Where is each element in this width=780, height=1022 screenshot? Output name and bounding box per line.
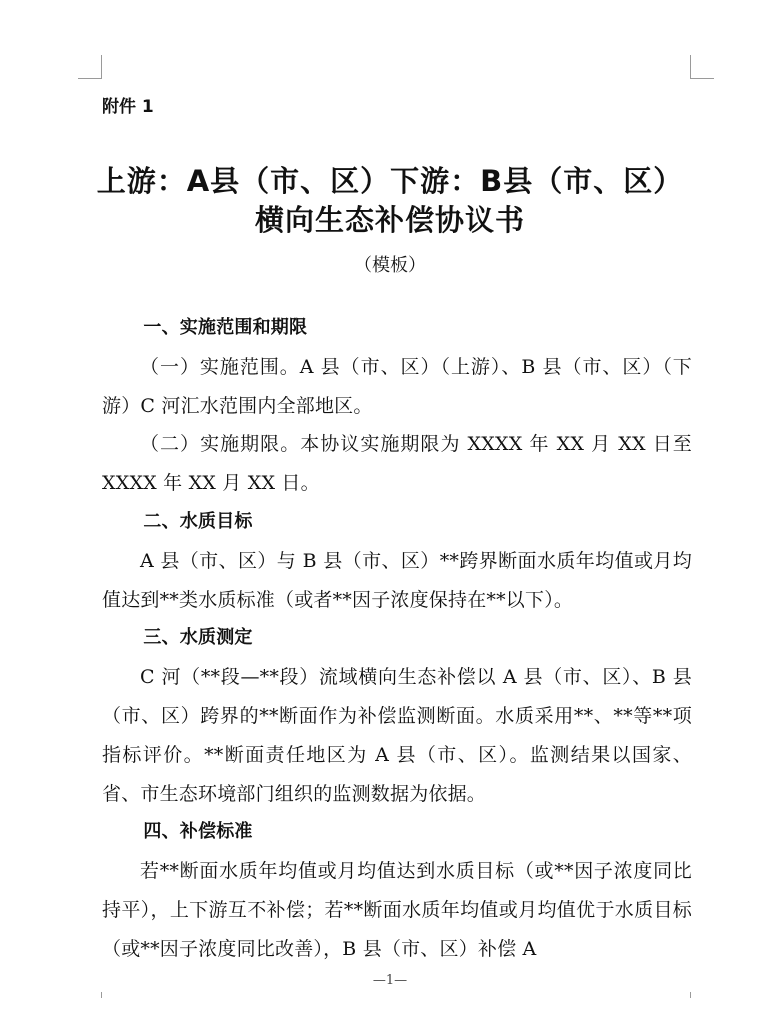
- section-heading-scope: 一、实施范围和期限: [143, 317, 308, 338]
- crop-mark-top-right: [690, 78, 714, 79]
- document-title-line-1: 上游：A县（市、区）下游：B县（市、区）: [96, 164, 684, 198]
- crop-mark-top-right: [690, 55, 691, 79]
- document-title-line-2: 横向生态补偿协议书: [254, 203, 525, 237]
- crop-mark-top-left: [78, 78, 102, 79]
- paragraph-water-quality-measurement: C 河（**段—**段）流域横向生态补偿以 A 县（市、区）、B 县（市、区）跨界的**断面作为补偿监测断面。水质采用**、**等**项指标评价。**断面责任地区为 A 县（市、区）。监测结果以国家、省、市生态环境部门组织的监测数据为依据。: [102, 666, 692, 805]
- section-heading-water-quality-measurement: 三、水质测定: [143, 627, 253, 649]
- crop-mark-top-left: [101, 55, 102, 79]
- attachment-label: 附件 1: [102, 97, 154, 117]
- section-heading-water-quality-target: 二、水质目标: [143, 510, 253, 532]
- paragraph-compensation-standard: 若**断面水质年均值或月均值达到水质目标（或**因子浓度同比持平），上下游互不补偿；若**断面水质年均值或月均值优于水质目标（或**因子浓度同比改善），B 县（市、区）补偿 A: [102, 860, 692, 960]
- paragraph-water-quality-target: A 县（市、区）与 B 县（市、区）**跨界断面水质年均值或月均值达到**类水质标准（或者**因子浓度保持在**以下）。: [102, 549, 692, 611]
- page-number: —1—: [372, 973, 408, 988]
- crop-mark-bottom-left: [101, 992, 102, 998]
- section-heading-compensation-standard: 四、补偿标准: [143, 821, 253, 843]
- paragraph-period: （二）实施期限。本协议实施期限为 XXXX 年 XX 月 XX 日至 XXXX 年 XX 月 XX 日。: [102, 433, 692, 495]
- document-body: [102, 309, 692, 969]
- crop-mark-bottom-right: [690, 992, 691, 998]
- document-subtitle: （模板）: [354, 255, 426, 276]
- paragraph-scope: （一）实施范围。A 县（市、区）（上游）、B 县（市、区）（下游）C 河汇水范围内全部地区。: [102, 355, 692, 417]
